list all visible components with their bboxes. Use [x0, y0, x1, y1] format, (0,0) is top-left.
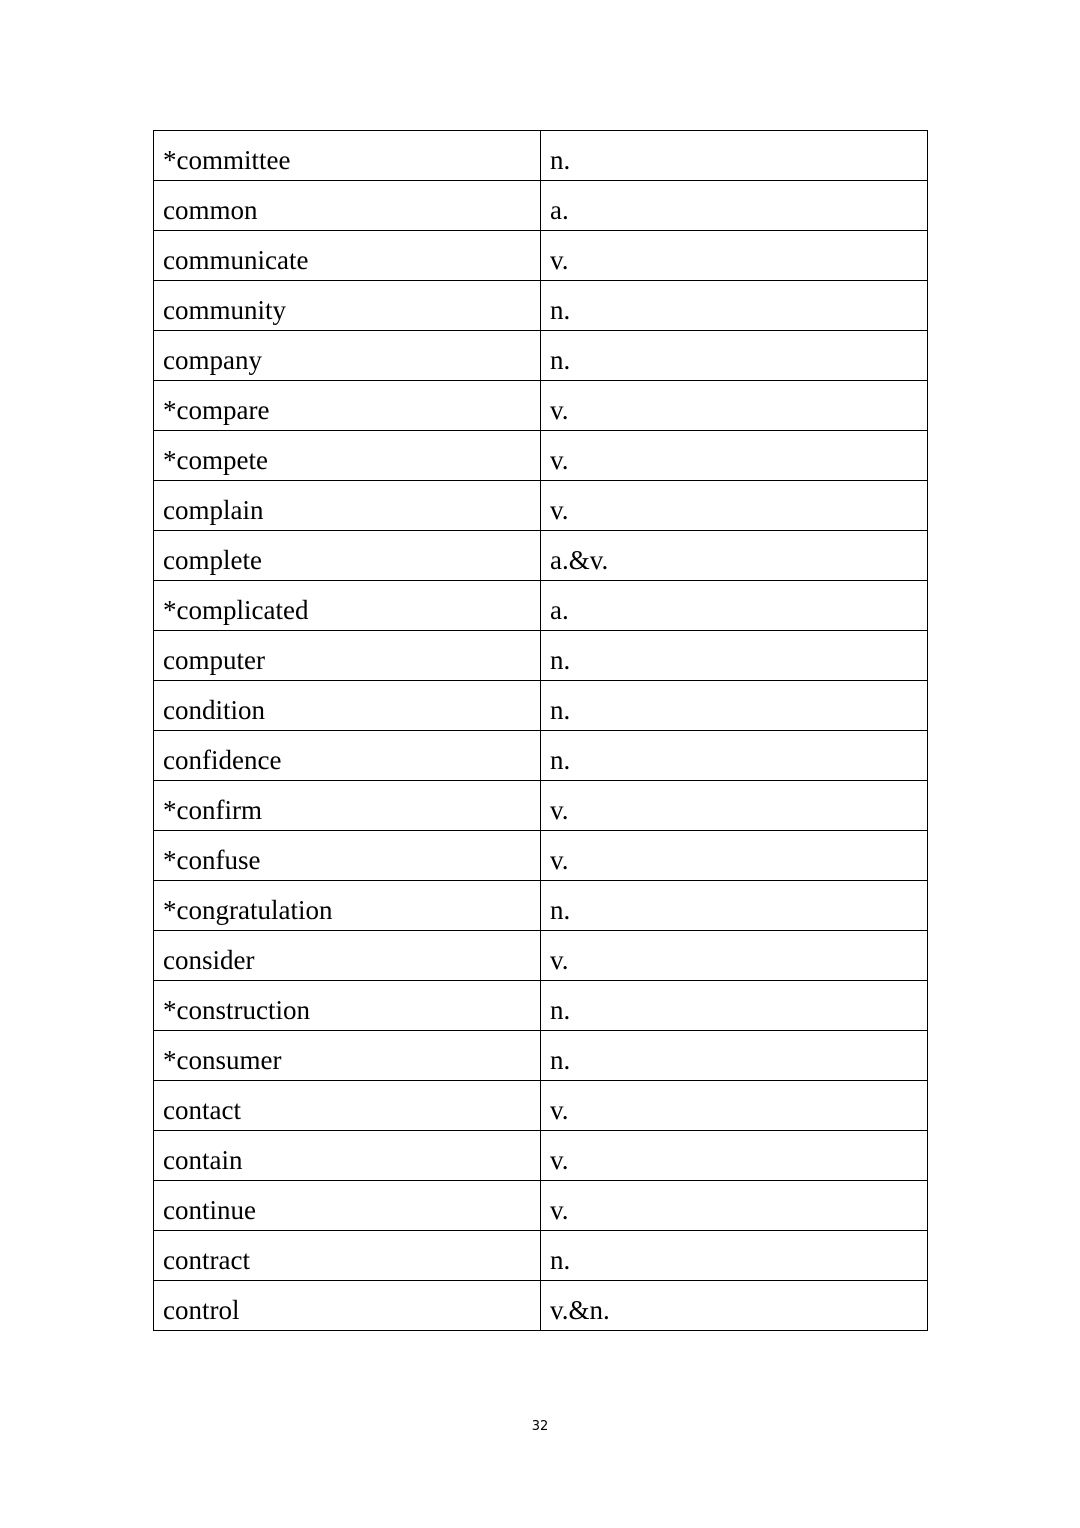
word-cell: *confirm — [154, 781, 541, 831]
part-of-speech-cell: n. — [541, 681, 928, 731]
word-cell: condition — [154, 681, 541, 731]
word-cell: *compete — [154, 431, 541, 481]
word-cell: *confuse — [154, 831, 541, 881]
table-row — [154, 581, 928, 631]
table-row — [154, 331, 928, 381]
word-cell: contract — [154, 1231, 541, 1281]
word-cell: *compare — [154, 381, 541, 431]
table-row — [154, 931, 928, 981]
table-row — [154, 1031, 928, 1081]
part-of-speech-cell: v.&n. — [541, 1281, 928, 1331]
table-row — [154, 1281, 928, 1331]
part-of-speech-cell: n. — [541, 1231, 928, 1281]
part-of-speech-cell: a. — [541, 581, 928, 631]
word-cell: *congratulation — [154, 881, 541, 931]
word-cell: contact — [154, 1081, 541, 1131]
word-cell: *consumer — [154, 1031, 541, 1081]
part-of-speech-cell: v. — [541, 931, 928, 981]
table-row — [154, 631, 928, 681]
word-cell: contain — [154, 1131, 541, 1181]
word-cell: *construction — [154, 981, 541, 1031]
word-cell: consider — [154, 931, 541, 981]
part-of-speech-cell: v. — [541, 831, 928, 881]
part-of-speech-cell: n. — [541, 1031, 928, 1081]
vocabulary-table-body — [154, 131, 928, 1331]
table-row — [154, 531, 928, 581]
page-number: 32 — [531, 1419, 549, 1434]
word-cell: *committee — [154, 131, 541, 181]
word-cell: community — [154, 281, 541, 331]
part-of-speech-cell: v. — [541, 1131, 928, 1181]
word-cell: confidence — [154, 731, 541, 781]
table-row — [154, 831, 928, 881]
part-of-speech-cell: a.&v. — [541, 531, 928, 581]
table-row — [154, 181, 928, 231]
table-row — [154, 881, 928, 931]
table-row — [154, 131, 928, 181]
part-of-speech-cell: n. — [541, 631, 928, 681]
word-cell: complete — [154, 531, 541, 581]
word-cell: control — [154, 1281, 541, 1331]
table-row — [154, 681, 928, 731]
part-of-speech-cell: n. — [541, 981, 928, 1031]
table-row — [154, 731, 928, 781]
table-row — [154, 381, 928, 431]
word-cell: *complicated — [154, 581, 541, 631]
table-row — [154, 781, 928, 831]
table-row — [154, 1131, 928, 1181]
part-of-speech-cell: n. — [541, 881, 928, 931]
word-cell: communicate — [154, 231, 541, 281]
part-of-speech-cell: n. — [541, 281, 928, 331]
part-of-speech-cell: v. — [541, 231, 928, 281]
word-cell: company — [154, 331, 541, 381]
table-row — [154, 981, 928, 1031]
word-cell: complain — [154, 481, 541, 531]
table-row — [154, 231, 928, 281]
word-cell: common — [154, 181, 541, 231]
table-row — [154, 431, 928, 481]
word-cell: computer — [154, 631, 541, 681]
part-of-speech-cell: n. — [541, 131, 928, 181]
part-of-speech-cell: v. — [541, 431, 928, 481]
part-of-speech-cell: v. — [541, 381, 928, 431]
word-cell: continue — [154, 1181, 541, 1231]
vocabulary-table — [153, 130, 928, 1331]
table-row — [154, 1231, 928, 1281]
part-of-speech-cell: v. — [541, 1081, 928, 1131]
table-row — [154, 1081, 928, 1131]
table-row — [154, 481, 928, 531]
part-of-speech-cell: n. — [541, 731, 928, 781]
part-of-speech-cell: v. — [541, 481, 928, 531]
part-of-speech-cell: a. — [541, 181, 928, 231]
part-of-speech-cell: v. — [541, 781, 928, 831]
part-of-speech-cell: n. — [541, 331, 928, 381]
table-row — [154, 281, 928, 331]
table-row — [154, 1181, 928, 1231]
part-of-speech-cell: v. — [541, 1181, 928, 1231]
